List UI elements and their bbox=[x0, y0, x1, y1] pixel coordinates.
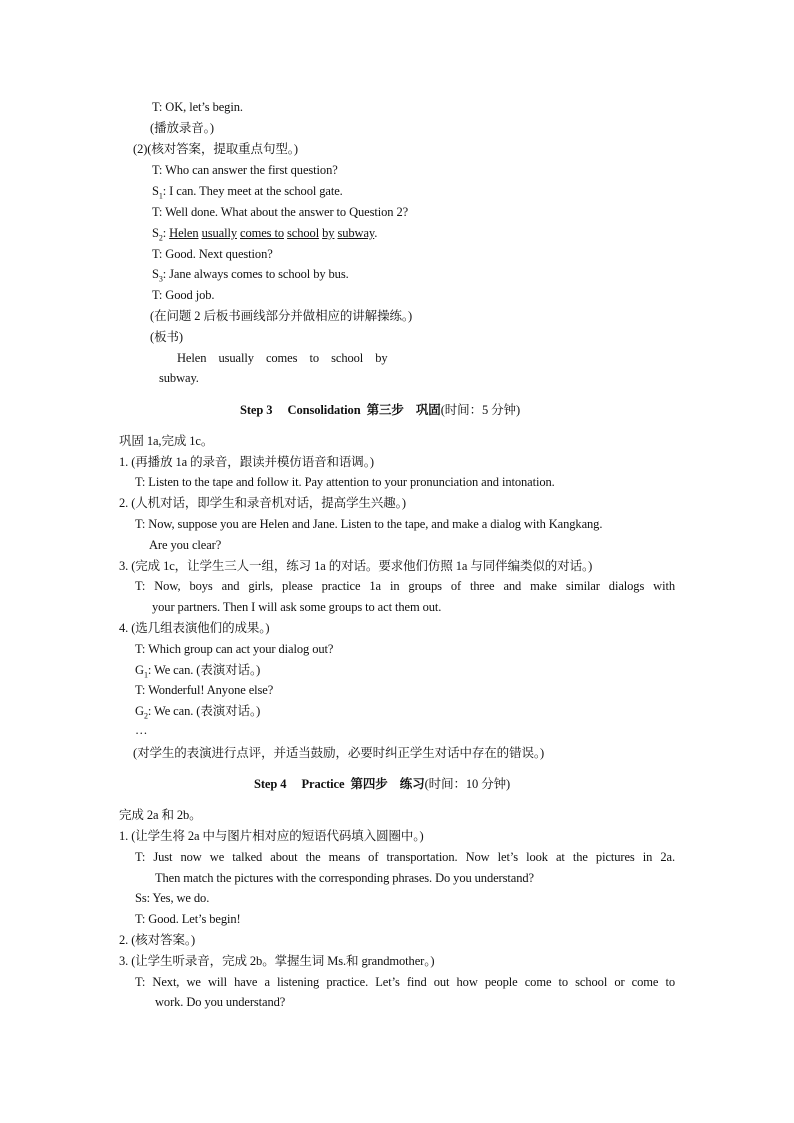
underlined-word: by bbox=[322, 226, 335, 240]
dialog-text: : We can. (表演对话。) bbox=[147, 663, 261, 677]
speaker-index: 1 bbox=[158, 191, 163, 201]
instruction-line: (板书) bbox=[150, 330, 183, 344]
instruction-line: (在问题 2 后板书画线部分并做相应的讲解操练。) bbox=[150, 309, 413, 323]
dialog-line: T: Well done. What about the answer to Question 2? bbox=[152, 205, 409, 219]
dialog-line: T: Listen to the tape and follow it. Pay attention to your pronunciation and intonation. bbox=[135, 475, 555, 489]
dialog-line: T: Next, we will have a listening practice. Let’s find out how people come to school or come to bbox=[135, 975, 675, 989]
speaker-label: G bbox=[135, 704, 144, 718]
dialog-text: : I can. They meet at the school gate. bbox=[162, 184, 343, 198]
blackboard-text: subway. bbox=[159, 371, 199, 385]
dialog-line: T: Just now we talked about the means of transportation. Now let’s look at the pictures in 2a. bbox=[135, 850, 675, 864]
instruction-line: (播放录音。) bbox=[150, 121, 214, 135]
dialog-line: Are you clear? bbox=[149, 538, 222, 552]
section-heading bbox=[240, 402, 520, 418]
list-item: 3. (让学生听录音，完成 2b。掌握生词 Ms.和 grandmother。) bbox=[119, 954, 435, 968]
section-heading bbox=[254, 776, 510, 792]
dialog-line: T: Good job. bbox=[152, 288, 215, 302]
speaker-index: 2 bbox=[143, 711, 148, 721]
dialog-text: : Jane always comes to school by bus. bbox=[162, 267, 349, 281]
dialog-line: T: Who can answer the first question? bbox=[152, 163, 338, 177]
list-item: 2. (人机对话，即学生和录音机对话，提高学生兴趣。) bbox=[119, 496, 406, 510]
speaker-index: 1 bbox=[143, 670, 148, 680]
dialog-line bbox=[135, 662, 260, 678]
speaker-label: S bbox=[152, 226, 159, 240]
heading-time: (时间：10 分钟) bbox=[424, 777, 511, 791]
speaker-label: S bbox=[152, 184, 159, 198]
blackboard-text: Helen usually comes to school by bbox=[177, 351, 388, 365]
underlined-word: subway bbox=[337, 226, 375, 240]
underlined-word: school bbox=[287, 226, 320, 240]
speaker-label: G bbox=[135, 663, 144, 677]
section-intro: 巩固 1a,完成 1c。 bbox=[119, 434, 214, 448]
dialog-line: T: Now, boys and girls, please practice 1a in groups of three and make similar dialogs with bbox=[135, 579, 675, 593]
underlined-word: usually bbox=[201, 226, 237, 240]
dialog-line: $S_2$: Helen usually comes to school by subway. bbox=[152, 226, 378, 243]
dialog-line: T: Now, suppose you are Helen and Jane. Listen to the tape, and make a dialog with Kangkang. bbox=[135, 517, 603, 531]
dialog-line: Ss: Yes, we do. bbox=[135, 891, 210, 905]
dialog-line bbox=[152, 183, 343, 199]
heading-en: Step 3 Consolidation bbox=[240, 403, 361, 417]
list-item: 4. (选几组表演他们的成果。) bbox=[119, 621, 270, 635]
dialog-line: T: Which group can act your dialog out? bbox=[135, 642, 334, 656]
instruction-line: (2)(核对答案，提取重点句型。) bbox=[133, 142, 298, 156]
heading-time: (时间：5 分钟) bbox=[440, 403, 521, 417]
dialog-line bbox=[135, 703, 260, 719]
dialog-line: T: OK, let’s begin. bbox=[152, 100, 243, 114]
underlined-word: comes to bbox=[240, 226, 284, 240]
speaker-index: 2 bbox=[158, 233, 163, 243]
ellipsis: … bbox=[135, 723, 148, 737]
section-intro: 完成 2a 和 2b。 bbox=[119, 808, 202, 822]
list-item: 1. (再播放 1a 的录音，跟读并模仿语音和语调。) bbox=[119, 455, 374, 469]
list-item: 3. (完成 1c，让学生三人一组，练习 1a 的对话。要求他们仿照 1a 与同伴编类似的对话。) bbox=[119, 559, 593, 573]
dialog-line: T: Wonderful! Anyone else? bbox=[135, 683, 274, 697]
dialog-line: Then match the pictures with the corresponding phrases. Do you understand? bbox=[155, 871, 534, 885]
dialog-line: T: Good. Next question? bbox=[152, 247, 273, 261]
speaker-label: S bbox=[152, 267, 159, 281]
underlined-word: Helen bbox=[169, 226, 199, 240]
list-item: 1. (让学生将 2a 中与图片相对应的短语代码填入圆圈中。) bbox=[119, 829, 424, 843]
dialog-line: your partners. Then I will ask some groups to act them out. bbox=[152, 600, 442, 614]
instruction-line: (对学生的表演进行点评，并适当鼓励，必要时纠正学生对话中存在的错误。) bbox=[133, 746, 545, 760]
heading-en: Step 4 Practice bbox=[254, 777, 345, 791]
dialog-line bbox=[152, 266, 349, 282]
dialog-text: : We can. (表演对话。) bbox=[147, 704, 261, 718]
dialog-line: T: Good. Let’s begin! bbox=[135, 912, 241, 926]
heading-cn: 第四步 练习 bbox=[350, 777, 425, 791]
dialog-line: work. Do you understand? bbox=[155, 995, 286, 1009]
speaker-index: 3 bbox=[158, 274, 163, 284]
heading-cn: 第三步 巩固 bbox=[366, 403, 441, 417]
list-item: 2. (核对答案。) bbox=[119, 933, 196, 947]
